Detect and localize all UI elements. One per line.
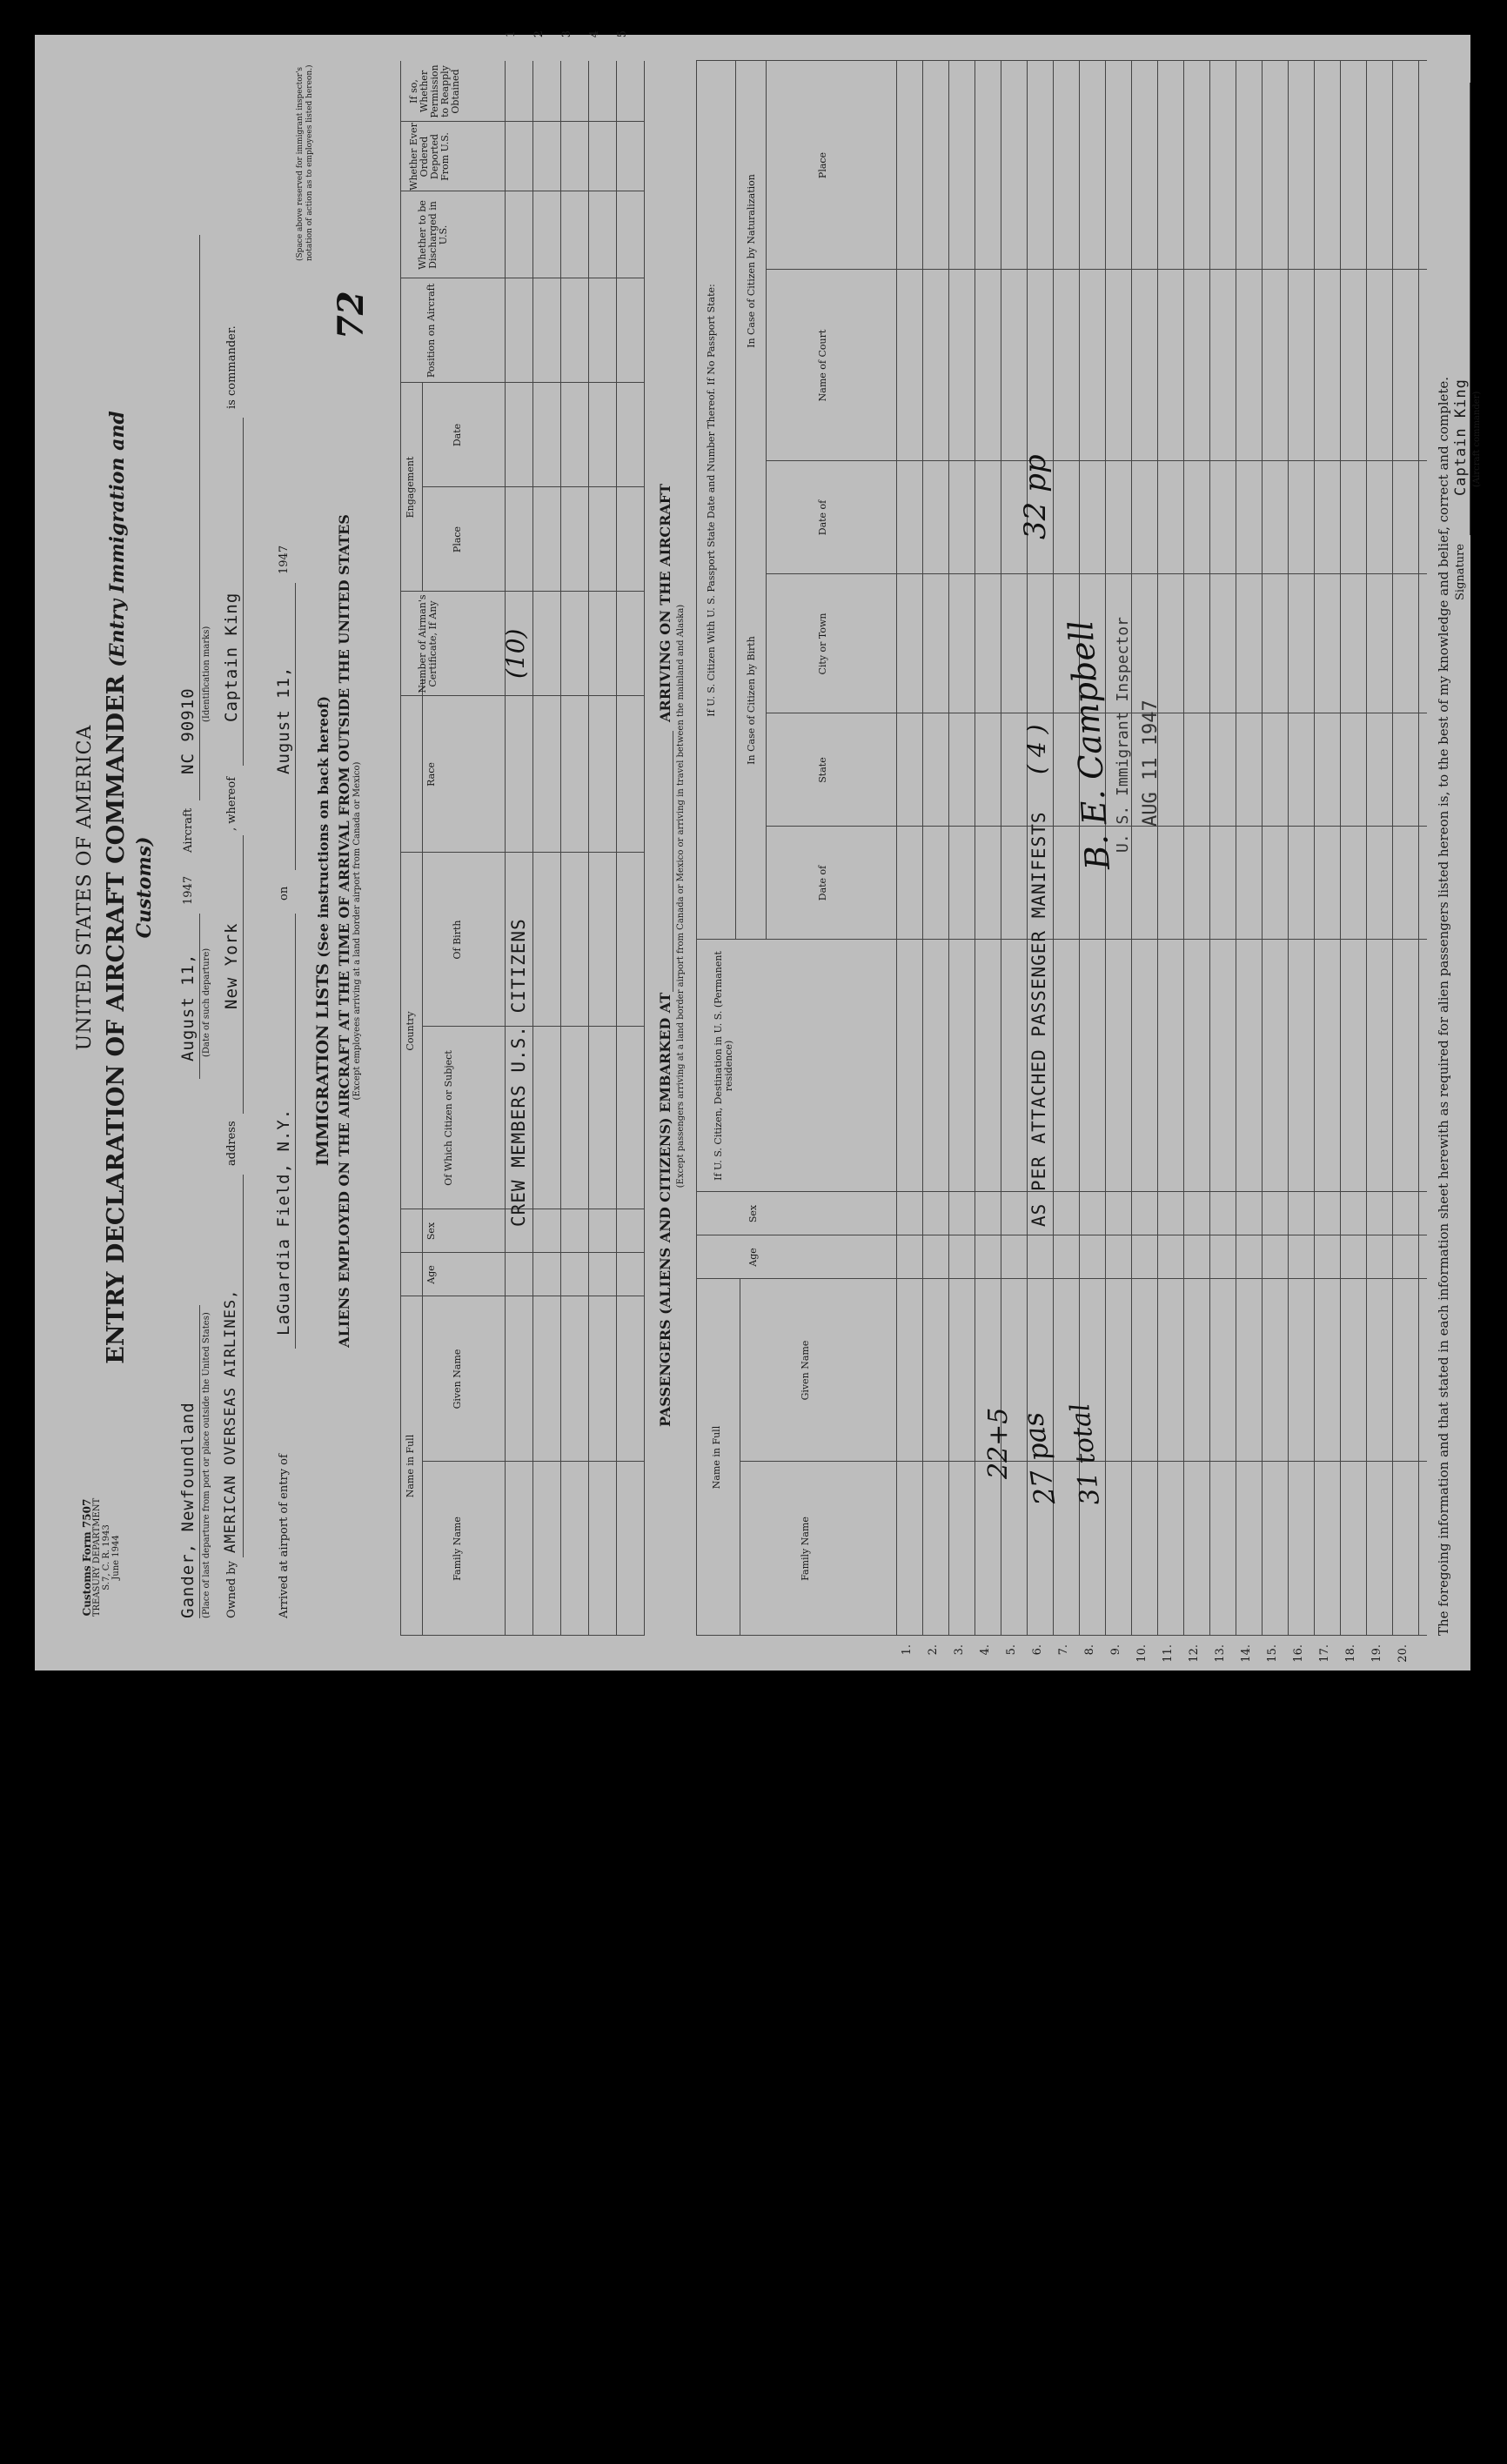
pax-header-family: Family Name bbox=[800, 1517, 811, 1581]
crew-row-number: 2 bbox=[532, 30, 546, 38]
crew-header-place: Place bbox=[452, 526, 463, 553]
pax-row-number: 16. bbox=[1292, 1644, 1305, 1663]
address-label: address bbox=[225, 1121, 238, 1166]
pax-row-number: 10. bbox=[1135, 1644, 1149, 1663]
immigration-title: IMMIGRATION LISTS bbox=[313, 963, 332, 1167]
pax-row-number: 4. bbox=[979, 1644, 992, 1656]
commander-name: Captain King bbox=[222, 592, 241, 722]
immigration-title-note: (See instructions on back hereof) bbox=[315, 695, 332, 958]
passenger-table bbox=[696, 61, 1427, 1636]
departure-date-label: (Date of such departure) bbox=[202, 947, 211, 1057]
form-title bbox=[74, 365, 157, 1409]
pax-header-by-birth: In Case of Citizen by Birth bbox=[746, 636, 757, 765]
reserved-note: (Space above reserved for immigrant inspector's notation of action as to employees listed hereon.) bbox=[296, 64, 314, 261]
form-regulation: S.7, C. R. 1943 bbox=[102, 1524, 111, 1590]
pax-header-place: Place bbox=[817, 151, 828, 179]
arrival-airport: LaGuardia Field, N.Y. bbox=[274, 1108, 293, 1336]
crew-header-birth: Of Birth bbox=[452, 920, 463, 960]
pax-row-number: 18. bbox=[1344, 1644, 1357, 1663]
pax-header-name: Name in Full bbox=[711, 1425, 722, 1490]
pax-header-state: State bbox=[817, 757, 828, 783]
passenger-entry-count: ( 4 ) bbox=[1022, 724, 1051, 774]
crew-header-discharged: Whether to be Discharged in U.S. bbox=[417, 200, 449, 270]
crew-table bbox=[400, 61, 644, 1636]
crew-header-cert: Number of Airman's Certificate, If Any bbox=[417, 594, 439, 693]
crew-header-given: Given Name bbox=[452, 1349, 463, 1409]
crew-header-date: Date bbox=[452, 423, 463, 447]
crew-row-number: 5 bbox=[616, 30, 629, 38]
passengers-heading bbox=[657, 70, 692, 1636]
pax-row-number: 6. bbox=[1031, 1644, 1044, 1656]
pax-header-by-naturalization: In Case of Citizen by Naturalization bbox=[746, 174, 757, 348]
signature-label: Signature bbox=[1454, 543, 1467, 600]
departure-line bbox=[178, 174, 213, 1636]
pax-header-given: Given Name bbox=[800, 1340, 811, 1401]
passengers-title-right: ARRIVING ON THE AIRCRAFT bbox=[657, 483, 673, 722]
pax-row-number: 5. bbox=[1005, 1644, 1018, 1656]
handwritten-right: 32 pp bbox=[1018, 454, 1053, 539]
signature-block bbox=[1449, 78, 1482, 600]
form-date: June 1944 bbox=[111, 1535, 121, 1580]
pax-row-number: 14. bbox=[1240, 1644, 1253, 1663]
handwritten-tally-1: 22+5 bbox=[983, 1407, 1014, 1479]
pax-row-number: 12. bbox=[1188, 1644, 1201, 1663]
pax-row-number: 2. bbox=[927, 1644, 940, 1656]
form-number: Customs Form 7507 bbox=[81, 1498, 93, 1617]
owner-line bbox=[222, 174, 257, 1636]
passengers-note: (Except passengers arriving at a land border airport from Canada or Mexico or arriving in travel between the mainland and Alaska) bbox=[676, 604, 686, 1188]
whereof-label: , whereof bbox=[225, 776, 238, 831]
crew-header-race: Race bbox=[425, 762, 437, 787]
crew-entry-count: (10) bbox=[501, 628, 530, 679]
crew-row-number: 3 bbox=[560, 30, 573, 38]
arrival-label: Arrived at airport of entry of bbox=[278, 1454, 291, 1618]
pax-row-number: 8. bbox=[1083, 1644, 1096, 1656]
pax-row-number: 17. bbox=[1318, 1644, 1331, 1663]
footer-statement: The foregoing information and that stated in each information sheet herewith as required for alien passengers listed hereon is, to the best of my knowledge and belief, correct and complete. bbox=[1436, 376, 1451, 1636]
pax-row-number: 9. bbox=[1109, 1644, 1122, 1656]
departure-place-label: (Place of last departure from port or place outside the United States) bbox=[202, 1312, 211, 1618]
arrival-line bbox=[274, 174, 300, 1636]
rotated-form bbox=[35, 30, 1482, 1671]
arrival-year: 1947 bbox=[278, 545, 291, 574]
stamp-date: AUG 11 1947 bbox=[1140, 700, 1162, 827]
signature-sub: (Aircraft commander) bbox=[1472, 391, 1482, 487]
is-commander-label: is commander. bbox=[225, 325, 238, 409]
handwritten-total: 31 total bbox=[1064, 1402, 1107, 1507]
passenger-entry: AS PER ATTACHED PASSENGER MANIFESTS bbox=[1028, 811, 1049, 1227]
pax-header-age: Age bbox=[747, 1248, 759, 1267]
crew-header-permission: If so, Whether Permission to Reapply Obtained bbox=[408, 64, 461, 118]
pax-header-court: Name of Court bbox=[817, 329, 828, 402]
crew-row-number: 1 bbox=[505, 30, 518, 38]
handwritten-number: 72 bbox=[331, 291, 372, 339]
title-main: ENTRY DECLARATION OF AIRCRAFT COMMANDER bbox=[103, 674, 130, 1364]
pax-header-citizen: If U. S. Citizen With U. S. Passport State Date and Number Thereof. If No Passport State: bbox=[706, 284, 717, 717]
crew-header-family: Family Name bbox=[452, 1517, 463, 1581]
departure-year: 1947 bbox=[182, 875, 195, 905]
signature-name: Captain King bbox=[1452, 378, 1470, 496]
pax-row-number: 20. bbox=[1396, 1644, 1410, 1663]
immigration-heading bbox=[313, 365, 362, 1496]
pax-header-city: City or Town bbox=[817, 613, 828, 675]
aircraft-marks: NC 90910 bbox=[178, 687, 198, 774]
document-page bbox=[35, 30, 1482, 1671]
passenger-row-numbers bbox=[896, 1636, 1436, 1671]
pax-row-number: 1. bbox=[901, 1644, 914, 1656]
crew-header-deported: Whether Ever Ordered Deported From U.S. bbox=[408, 123, 451, 191]
title-country: UNITED STATES OF AMERICA bbox=[74, 724, 96, 1051]
crew-header-age: Age bbox=[425, 1265, 437, 1284]
crew-header-name: Name in Full bbox=[405, 1434, 416, 1498]
title-italic: (Entry Immigration and Customs) bbox=[106, 411, 156, 939]
pax-row-number: 3. bbox=[953, 1644, 966, 1656]
crew-header-citizen: Of Which Citizen or Subject bbox=[443, 1050, 454, 1186]
pax-header-destination: If U. S. Citizen, Destination in U. S. (Permanent residence) bbox=[713, 951, 734, 1181]
inspector-title: U. S. Immigrant Inspector bbox=[1114, 617, 1132, 853]
crew-header-country: Country bbox=[405, 1011, 416, 1051]
pax-header-date-of-2: Date of bbox=[817, 499, 828, 536]
arrival-on-label: on bbox=[278, 886, 291, 901]
immigration-subtitle: ALIENS EMPLOYED ON THE AIRCRAFT AT THE TIME OF ARRIVAL FROM OUTSIDE THE UNITED STATES bbox=[336, 514, 352, 1348]
crew-row-number: 4 bbox=[588, 30, 601, 38]
pax-row-number: 15. bbox=[1266, 1644, 1279, 1663]
crew-entry: CREW MEMBERS U.S. CITIZENS bbox=[508, 918, 529, 1227]
pax-row-number: 13. bbox=[1214, 1644, 1227, 1663]
pax-row-number: 11. bbox=[1162, 1644, 1175, 1663]
passengers-title: PASSENGERS (ALIENS AND CITIZENS) EMBARKED AT bbox=[657, 992, 673, 1427]
crew-header-position: Position on Aircraft bbox=[425, 283, 437, 378]
crew-header-sex: Sex bbox=[425, 1222, 437, 1241]
owner-name: AMERICAN OVERSEAS AIRLINES, bbox=[222, 1289, 239, 1553]
inspector-signature: B. E. Campbell bbox=[1062, 619, 1117, 872]
owner-label: Owned by bbox=[225, 1561, 238, 1618]
immigration-subtitle-note: (Except employees arriving at a land border airport from Canada or Mexico) bbox=[352, 761, 362, 1101]
aircraft-label: Aircraft bbox=[182, 807, 195, 853]
form-id-block bbox=[83, 1470, 121, 1644]
pax-row-number: 7. bbox=[1057, 1644, 1070, 1656]
arrival-date: August 11, bbox=[274, 666, 293, 774]
pax-row-number: 19. bbox=[1370, 1644, 1383, 1663]
departure-date: August 11, bbox=[178, 953, 198, 1061]
pax-header-sex: Sex bbox=[747, 1204, 759, 1223]
form-department: TREASURY DEPARTMENT bbox=[92, 1497, 102, 1617]
crew-header-engagement: Engagement bbox=[405, 456, 416, 519]
owner-address: New York bbox=[222, 922, 241, 1009]
aircraft-marks-label: (Identification marks) bbox=[202, 626, 211, 722]
departure-place: Gander, Newfoundland bbox=[178, 1402, 198, 1618]
handwritten-tally-2: 27 pas bbox=[1015, 1410, 1062, 1508]
pax-header-date-of: Date of bbox=[817, 865, 828, 901]
